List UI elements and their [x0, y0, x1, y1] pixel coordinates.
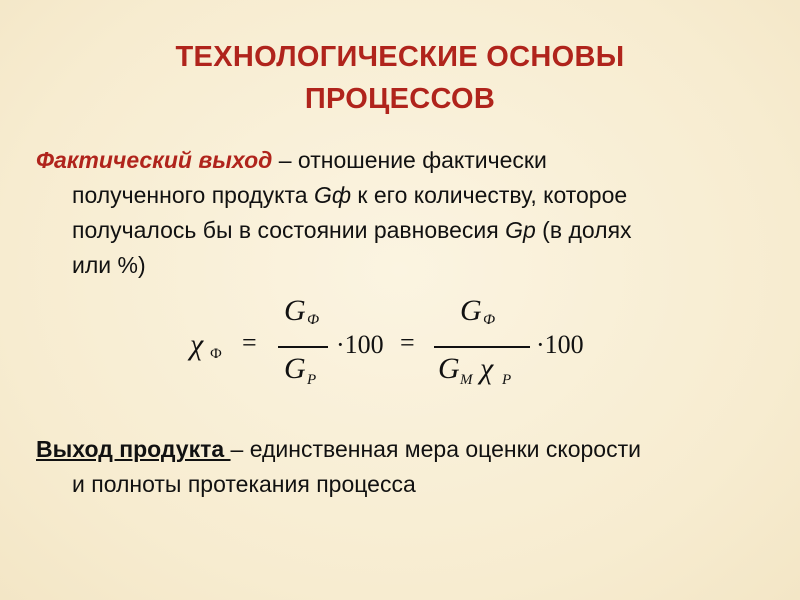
definition-line-3: [36, 213, 776, 248]
product-yield-line-1: [36, 432, 776, 467]
title-line-2: ПРОЦЕССОВ: [304, 83, 496, 115]
fraction-1-numerator: G: [284, 294, 306, 327]
gf-symbol: Gф: [313, 182, 352, 208]
gp-symbol: Gр: [505, 217, 536, 243]
fraction-1-denominator-subscript: Р: [307, 372, 317, 388]
title-line-1: ТЕХНОЛОГИЧЕСКИЕ ОСНОВЫ: [175, 41, 625, 73]
product-yield-paragraph: [36, 432, 776, 502]
definition-line-1: [36, 143, 776, 178]
yield-formula: [190, 294, 630, 400]
product-yield-term: Выход продукта: [36, 436, 231, 462]
fraction-1-bar: [278, 346, 328, 348]
definition-line-2-pre: полученного продукта: [72, 182, 314, 208]
fraction-2-denominator-g: G: [438, 352, 460, 385]
fraction-1-numerator-subscript: Ф: [307, 312, 320, 328]
product-yield-line-2: и полноты протекания процесса: [72, 471, 416, 497]
fraction-2-numerator-subscript: Ф: [483, 312, 496, 328]
multiplier-1: ·100: [336, 330, 384, 359]
chi-subscript: Ф: [210, 346, 222, 362]
definition-line-2: [36, 178, 776, 213]
definition-line-3-pre: получалось бы в состоянии равновесия: [72, 217, 506, 243]
chi-symbol: χ: [190, 328, 204, 361]
definition-line-4: или %): [72, 252, 146, 278]
definition-term: Фактический выход: [36, 147, 273, 173]
fraction-2-numerator: G: [460, 294, 482, 327]
definition-line-1-text: – отношение фактически: [272, 147, 547, 173]
multiplier-2: ·100: [536, 330, 584, 359]
product-yield-line-1-text: – единственная мера оценки скорости: [230, 436, 641, 462]
fraction-1-denominator: G: [284, 352, 306, 385]
fraction-2-denominator-chi-subscript: Р: [502, 372, 512, 388]
equals-sign-2: =: [400, 328, 415, 357]
definition-line-3-post: (в долях: [535, 217, 632, 243]
fraction-2-denominator-g-subscript: М: [460, 372, 473, 388]
definition-paragraph: [36, 143, 776, 283]
slide-title: [100, 36, 700, 120]
fraction-2-denominator-chi: χ: [480, 352, 494, 385]
fraction-2-bar: [434, 346, 530, 348]
definition-line-2-post: к его количеству, которое: [351, 182, 628, 208]
equals-sign-1: =: [242, 328, 257, 357]
